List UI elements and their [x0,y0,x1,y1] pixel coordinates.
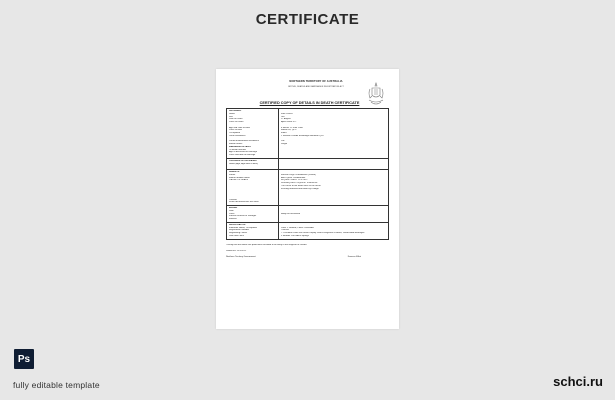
field-value: Peter J. Bauard, Police Constable [281,226,314,229]
signature-right: Frances Elliot [347,256,361,259]
field-value: Body not recovered [281,212,300,215]
field-label: Registration Number [229,229,250,232]
field-value: INQUEST HELD 12.6.2012 [281,179,308,182]
photoshop-icon: Ps [14,349,34,369]
field-label: Minister [229,218,237,220]
certificate-section [227,205,388,222]
field-label: Funeral Director or Stranger [229,215,257,218]
field-label: Occupation [229,132,241,134]
field-value: 7090/80 [281,229,289,232]
field-value-column [279,159,388,169]
field-value: Girl [281,115,285,118]
field-label: Usual Residence [229,134,246,137]
signature-row [226,256,389,259]
field-label: Date of Death [229,118,243,121]
field-value: 8 weeks 11 June 1988 [281,126,303,129]
field-value [281,196,388,199]
field-value: Life [281,140,285,143]
field-value-column [279,223,388,239]
field-value-column [279,109,388,158]
field-value: 1 Ivanhoe Parade Eromanga Mountain QLD [281,134,324,137]
field-label: MARRIAGE DETAILS [229,145,251,148]
field-label: Marital Status [229,143,243,145]
field-label: Place of Death [229,121,244,123]
field-label: BURIAL [229,207,238,209]
certificate-section [227,158,388,169]
field-label: Coroner [229,198,237,201]
template-caption: fully editable template [13,380,100,390]
certificate-details-table [226,108,389,240]
field-value-column [279,170,388,205]
certify-statement: I certify that the above are particulars recorded in an entry in the Register of Deaths [226,243,307,246]
field-label: Mother Maiden name [229,176,250,179]
field-label: DECEASED [229,110,242,112]
field-value: Kate Lillacis [281,112,293,115]
certificate-heading: CERTIFIED COPY OF DETAILS IN DEATH CERTIFICATE [259,101,360,105]
field-label: Name [229,112,235,115]
field-label: Date [229,209,234,212]
field-label: Name (Age, Age date of birth) [229,162,258,165]
field-label: Sex [229,115,233,118]
field-label-column [227,159,279,169]
field-value-column [279,206,388,222]
certificate-section [227,109,388,158]
field-label: REGISTRATION [229,223,246,226]
site-watermark: schci.ru [553,374,603,389]
field-value: 17 August [281,118,291,121]
certificate-document [216,69,399,329]
certificate-header [226,78,389,108]
field-label: Informant Name, Occupation [229,226,257,229]
field-label: CHILDREN OF DECEASED [229,159,257,162]
field-value: Alice Lynne Chamberlain [281,176,306,179]
field-label: Age of deceased at marriage [229,151,258,154]
field-value: Ayers Rock N.T. [281,121,297,123]
field-value: Single [281,143,288,145]
field-label: Place of Birth [229,129,243,132]
field-label: Father [229,173,236,176]
field-value: 3 Mender 1981 Alice Springs [281,234,309,237]
date-statement: Dated this 13/1/2012 [226,250,247,253]
field-value: T. Lee Anne Darlo von Sheal Deputy District Registrar of Births, Deaths And Marriages [281,232,365,234]
field-label-column [227,109,279,158]
page-title: CERTIFICATE [255,11,360,28]
field-label-column [227,170,279,205]
field-value: Mount Isa, QLD [281,129,297,132]
field-value: Infant [281,132,287,134]
field-label-column [227,223,279,239]
field-label: CAUSE OF DEATH [229,179,249,182]
issuer-subtitle: BIRTHS, DEATHS AND MARRIAGES REGISTRATION ACT [288,86,344,88]
field-label: Place [229,212,235,215]
field-label: Place and date of marriage [229,154,256,156]
field-label: Registering Officer [229,232,248,234]
field-label: Period of Australian Residence [229,140,259,143]
field-label: Age and Date of Birth [229,126,250,129]
certificate-section [227,169,388,205]
certificate-section [227,222,388,239]
issuer-name: NORTHERN TERRITORY OF AUSTRALIA [289,80,343,83]
field-value: SUBSEQUENT INQUEST FINDINGS [281,182,318,184]
field-value: of being attacked and taken by a dingo [281,187,319,190]
field-value: The cause of her death was as the result [281,184,321,187]
field-label: When deceased was last seen [229,201,259,204]
field-value: Michael Leigh Chamberlain (Pastor) [281,173,316,176]
field-label: Date and Place [229,234,244,237]
field-label: PARENTS [229,171,240,173]
field-label: To whom married [229,148,246,151]
field-label-column [227,206,279,222]
signature-left: Northern Territory Government [226,256,256,259]
